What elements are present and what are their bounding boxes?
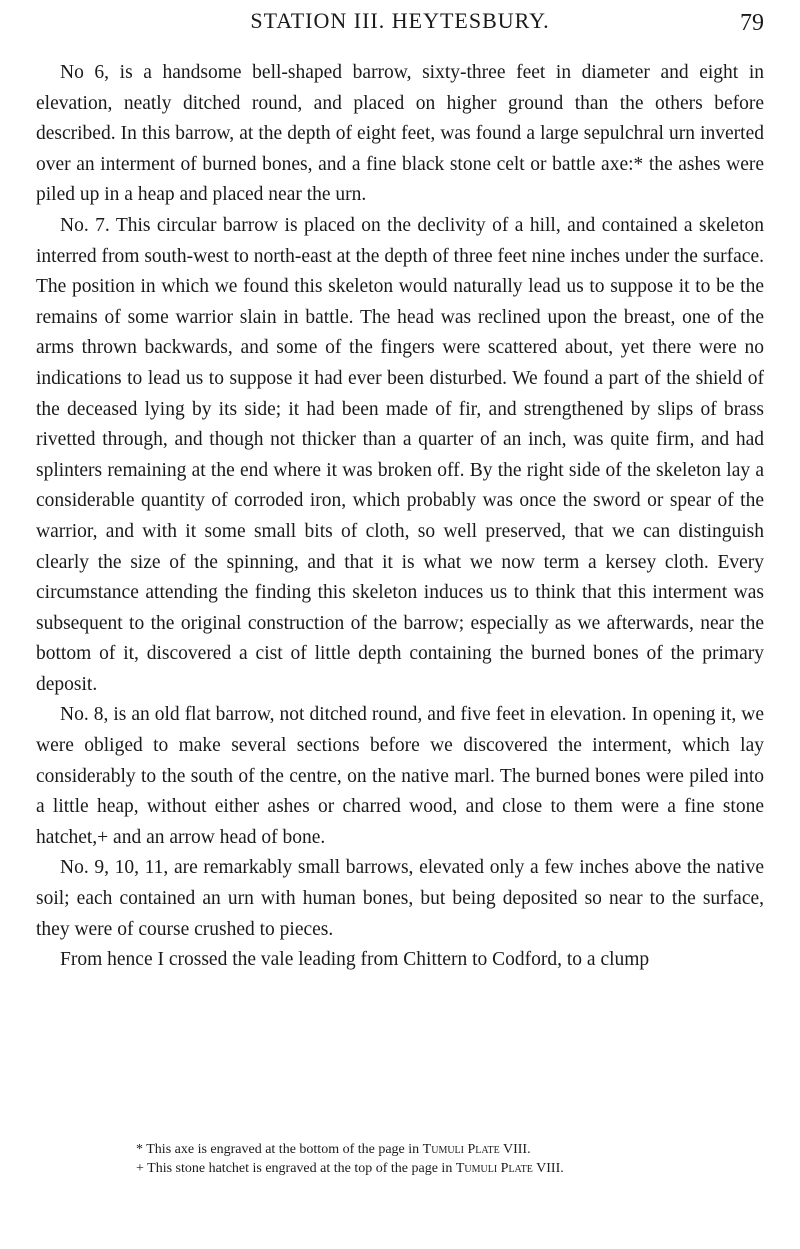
plate-reference: Tumuli Plate xyxy=(422,1142,500,1157)
paragraph-barrows-9-10-11: No. 9, 10, 11, are remarkably small barrows, elevated only a few inches above the native soil; each contained an urn with human bones, but being deposited so near to the surface, they were of course crushed to pieces. xyxy=(36,857,764,940)
body-text xyxy=(36,58,764,976)
paragraph-barrow-6: No 6, is a handsome bell-shaped barrow, sixty-three feet in diameter and eight in elevation, neatly ditched round, and placed on higher ground than the others before described. In this barrow, at the depth of eight feet, was found a large sepulchral urn inverted over an interment of burned bones, and a fine black stone celt or battle axe:* the ashes were piled up in a heap and placed near the urn. xyxy=(36,62,764,206)
plate-reference: Tumuli Plate xyxy=(455,1161,533,1176)
footnote-axe: * This axe is engraved at the bottom of the page in Tumuli Plate VIII. xyxy=(136,1142,531,1157)
paragraph-from-hence: From hence I crossed the vale leading from Chittern to Codford, to a clump xyxy=(60,949,650,971)
footnotes xyxy=(36,1140,764,1178)
page-header xyxy=(36,8,764,42)
paragraph-barrow-8: No. 8, is an old flat barrow, not ditched round, and five feet in elevation. In opening it, we were obliged to make several sections before we discovered the interment, which lay considerably to the south of the centre, on the native marl. The burned bones were piled into a little heap, without either ashes or charred wood, and close to them were a fine stone hatchet,+ and an arrow head of bone. xyxy=(36,704,764,848)
paragraph-barrow-7: No. 7. This circular barrow is placed on the declivity of a hill, and contained a skeleton interred from south-west to north-east at the depth of three feet nine inches under the surface. The position in which we found this skeleton would naturally lead us to suppose it to be the remains of some warrior slain in battle. The head was reclined upon the breast, one of the arms thrown backwards, and some of the fingers were scattered about, yet there were no indications to lead us to suppose it had ever been disturbed. We found a part of the shield of the deceased lying by its side; it had been made of fir, and strengthened by slips of brass rivetted through, and though not thicker than a quarter of an inch, was quite firm, and had splinters remaining at the end where it was broken off. By the right side of the skeleton lay a considerable quantity of corroded iron, which probably was once the sword or spear of the warrior, and with it some small bits of cloth, so well preserved, that we can distinguish clearly the size of the spinning, and that it is what we now term a kersey cloth. Every circumstance attending the finding this skeleton induces us to think that this interment was subsequent to the original construction of the barrow; especially as we afterwards, near the bottom of it, discovered a cist of little depth containing the burned bones of the primary deposit. xyxy=(36,214,764,695)
footnote-hatchet: + This stone hatchet is engraved at the top of the page in Tumuli Plate VIII. xyxy=(136,1161,564,1176)
running-head: STATION III. HEYTESBURY. xyxy=(250,8,550,33)
page-number: 79 xyxy=(740,10,764,36)
